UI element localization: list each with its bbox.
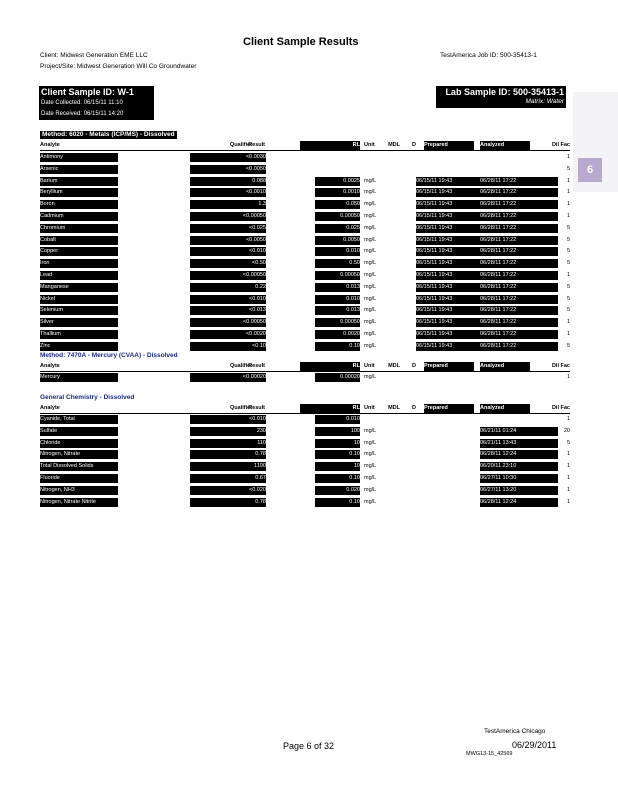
section-tab[interactable]: 6	[578, 158, 602, 182]
analyte-cell: Nitrogen, NH3	[40, 486, 118, 495]
result-cell: 0.78	[190, 498, 266, 507]
footer-company: TestAmerica Chicago	[484, 728, 546, 735]
rl-cell: 0.00050	[315, 318, 360, 327]
result-cell: 1.3	[190, 200, 266, 209]
dil-fac-cell: 1	[566, 154, 570, 160]
column-header-analyte: Analyte	[40, 142, 60, 148]
footer-date: 06/29/2011	[512, 740, 557, 750]
result-cell: <0.0030	[190, 153, 266, 162]
dil-fac-cell: 1	[566, 498, 570, 505]
matrix: Matrix: Water	[525, 98, 564, 105]
analyte-cell: Nitrogen, Nitrate	[40, 450, 118, 459]
dil-fac-cell: 1	[566, 451, 570, 458]
section-title-general-chemistry: General Chemistry - Dissolved	[40, 394, 135, 401]
analyzed-cell: 06/28/11 17:22	[480, 318, 558, 327]
sample-info-block	[39, 86, 154, 120]
date-received: Date Received: 06/15/11 14:20	[41, 111, 124, 117]
analyzed-cell: 06/28/11 17:22	[480, 330, 558, 339]
table-row	[40, 165, 570, 174]
unit-cell: mg/L	[364, 475, 377, 481]
table-row	[40, 342, 570, 351]
dil-fac-cell: 1	[566, 213, 570, 219]
analyte-cell: Thallium	[40, 330, 118, 339]
analyte-cell: Arsenic	[40, 165, 118, 174]
unit-cell: mg/L	[364, 224, 377, 231]
lab-sample-id: Lab Sample ID: 500-35413-1	[445, 87, 564, 97]
column-header-result: Result	[248, 142, 265, 148]
rl-cell: 0.10	[315, 450, 360, 459]
column-header-mercury	[40, 362, 570, 371]
rl-cell: 100	[315, 427, 360, 436]
analyte-cell: Nitrogen, Nitrate Nitrite	[40, 498, 118, 507]
unit-cell: mg/L	[364, 342, 377, 349]
table-row	[40, 486, 570, 495]
result-cell: <0.00050	[190, 212, 266, 221]
header-rule	[40, 371, 570, 372]
result-cell: <0.10	[190, 342, 266, 351]
unit-cell: mg/L	[364, 213, 377, 219]
dil-fac-cell: 1	[566, 416, 570, 422]
analyte-cell: Cobalt	[40, 236, 118, 245]
prepared-cell: 06/15/11 19:43	[416, 283, 480, 292]
column-header-unit: Unit	[364, 142, 375, 148]
table-row	[40, 271, 570, 280]
result-cell: <0.00050	[190, 271, 266, 280]
unit-cell: mg/L	[364, 272, 377, 278]
unit-cell: mg/L	[364, 295, 377, 302]
column-header-metals	[40, 141, 570, 150]
column-header-d: D	[412, 142, 416, 148]
column-header-qualifier: Qualifier	[230, 363, 253, 369]
analyzed-cell: 06/27/11 10:30	[480, 474, 558, 483]
table-row	[40, 450, 570, 459]
unit-cell: mg/L	[364, 189, 377, 196]
column-header-unit: Unit	[364, 405, 375, 411]
column-header-general-chemistry	[40, 404, 570, 413]
analyte-cell: Beryllium	[40, 188, 118, 197]
table-row	[40, 439, 570, 448]
job-id: TestAmerica Job ID: 500-35413-1	[440, 52, 537, 59]
analyte-cell: Nickel	[40, 295, 118, 304]
dil-fac-cell: 1	[566, 331, 570, 337]
analyte-cell: Boron	[40, 200, 118, 209]
analyzed-cell: 06/28/11 17:22	[480, 236, 558, 245]
prepared-cell: 06/15/11 19:43	[416, 271, 480, 280]
rl-cell: 0.00050	[315, 212, 360, 221]
section-title-mercury: Method: 7470A - Mercury (CVAA) - Dissolved	[40, 352, 178, 359]
column-header-prepared: Prepared	[424, 141, 474, 150]
dil-fac-cell: 1	[566, 319, 570, 326]
analyzed-cell: 06/28/11 17:22	[480, 342, 558, 351]
table-row	[40, 318, 570, 327]
result-cell: 0.088	[190, 177, 266, 186]
dil-fac-cell: 1	[566, 374, 570, 380]
bates-stamp: MWG13-15_42569	[466, 751, 513, 757]
column-header-result: Result	[248, 405, 265, 411]
column-header-qualifier: Qualifier	[230, 405, 253, 411]
table-row	[40, 330, 570, 339]
unit-cell: mg/L	[364, 427, 377, 434]
dil-fac-cell: 5	[566, 342, 570, 349]
table-row	[40, 306, 570, 315]
analyzed-cell: 06/28/11 17:22	[480, 283, 558, 292]
prepared-cell: 06/15/11 19:43	[416, 259, 480, 268]
unit-cell: mg/L	[364, 307, 377, 314]
page-number: Page 6 of 32	[283, 741, 335, 751]
prepared-cell: 06/15/11 19:43	[416, 330, 480, 339]
analyzed-cell: 06/28/11 17:22	[480, 247, 558, 256]
rl-cell: 0.010	[315, 247, 360, 256]
result-cell: <0.0010	[190, 188, 266, 197]
unit-cell: mg/L	[364, 319, 377, 326]
dil-fac-cell: 5	[566, 307, 570, 314]
table-row	[40, 247, 570, 256]
result-cell: <0.010	[190, 415, 266, 424]
column-header-dil: Dil Fac	[551, 363, 570, 369]
result-cell: <0.0020	[190, 330, 266, 339]
column-header-analyte: Analyte	[40, 363, 60, 369]
table-row	[40, 427, 570, 436]
rl-cell: 0.10	[315, 498, 360, 507]
table-row	[40, 462, 570, 471]
column-header-dil: Dil Fac	[551, 142, 570, 148]
dil-fac-cell: 1	[566, 475, 570, 481]
analyzed-cell: 06/28/11 17:22	[480, 200, 558, 209]
rl-cell: 0.050	[315, 200, 360, 209]
unit-cell: mg/L	[364, 331, 377, 337]
header-rule	[40, 150, 570, 151]
analyzed-cell: 06/21/11 13:43	[480, 439, 558, 448]
dil-fac-cell: 5	[566, 236, 570, 243]
analyte-cell: Silver	[40, 318, 118, 327]
client-sample-id: Client Sample ID: W-1	[41, 87, 134, 97]
project-line: Project/Site: Midwest Generation Will Co Groundwater	[40, 63, 197, 70]
table-row	[40, 373, 570, 382]
lab-info-block	[436, 86, 566, 108]
prepared-cell: 06/15/11 19:43	[416, 236, 480, 245]
column-header-mdl: MDL	[388, 363, 400, 369]
analyzed-cell: 06/28/11 12:24	[480, 498, 558, 507]
rl-cell: 0.0025	[315, 177, 360, 186]
rl-cell: 0.010	[315, 295, 360, 304]
column-header-prepared: Prepared	[424, 404, 474, 413]
prepared-cell: 06/15/11 19:43	[416, 318, 480, 327]
analyzed-cell: 06/28/11 17:22	[480, 224, 558, 233]
analyte-cell: Iron	[40, 259, 118, 268]
table-row	[40, 474, 570, 483]
unit-cell: mg/L	[364, 463, 377, 470]
rl-cell: 0.0050	[315, 236, 360, 245]
unit-cell: mg/L	[364, 260, 377, 267]
dil-fac-cell: 5	[566, 224, 570, 231]
rl-cell: 0.020	[315, 486, 360, 495]
column-header-prepared: Prepared	[424, 362, 474, 371]
analyte-cell: Lead	[40, 271, 118, 280]
result-cell: <0.025	[190, 224, 266, 233]
result-cell: 1100	[190, 462, 266, 471]
column-header-d: D	[412, 363, 416, 369]
column-header-d: D	[412, 405, 416, 411]
column-header-analyzed: Analyzed	[480, 141, 530, 150]
column-header-rl: RL	[300, 141, 360, 150]
header-rule	[40, 413, 570, 414]
analyzed-cell: 06/28/11 17:22	[480, 295, 558, 304]
prepared-cell: 06/15/11 19:43	[416, 212, 480, 221]
table-row	[40, 283, 570, 292]
analyzed-cell: 06/28/11 17:22	[480, 271, 558, 280]
rl-cell: 0.0010	[315, 188, 360, 197]
date-collected: Date Collected: 06/15/11 11:10	[41, 100, 123, 106]
column-header-unit: Unit	[364, 363, 375, 369]
unit-cell: mg/L	[364, 236, 377, 243]
analyte-cell: Chloride	[40, 439, 118, 448]
analyte-cell: Sulfate	[40, 427, 118, 436]
prepared-cell: 06/15/11 19:43	[416, 306, 480, 315]
rl-cell: 0.025	[315, 224, 360, 233]
analyte-cell: Cyanide, Total	[40, 415, 118, 424]
rl-cell: 0.010	[315, 415, 360, 424]
rl-cell: 10	[315, 462, 360, 471]
dil-fac-cell: 5	[566, 260, 570, 267]
dil-fac-cell: 1	[566, 201, 570, 208]
analyte-cell: Selenium	[40, 306, 118, 315]
unit-cell: mg/L	[364, 451, 377, 458]
rl-cell: 0.10	[315, 342, 360, 351]
column-header-analyzed: Analyzed	[480, 404, 530, 413]
result-cell: 0.78	[190, 450, 266, 459]
unit-cell: mg/L	[364, 177, 377, 184]
dil-fac-cell: 5	[566, 283, 570, 290]
rl-cell: 0.10	[315, 474, 360, 483]
analyte-cell: Antimony	[40, 153, 118, 162]
result-cell: 230	[190, 427, 266, 436]
dil-fac-cell: 1	[566, 272, 570, 278]
table-row	[40, 153, 570, 162]
rl-cell: 0.00050	[315, 271, 360, 280]
table-row	[40, 188, 570, 197]
analyte-cell: Fluoride	[40, 474, 118, 483]
rl-cell: 0.013	[315, 283, 360, 292]
analyzed-cell: 06/28/11 17:22	[480, 259, 558, 268]
table-row	[40, 236, 570, 245]
analyte-cell: Zinc	[40, 342, 118, 351]
result-cell: 0.67	[190, 474, 266, 483]
unit-cell: mg/L	[364, 283, 377, 290]
prepared-cell: 06/15/11 19:43	[416, 342, 480, 351]
result-cell: <0.00050	[190, 318, 266, 327]
column-header-result: Result	[248, 363, 265, 369]
table-row	[40, 224, 570, 233]
dil-fac-cell: 5	[566, 295, 570, 302]
table-row	[40, 498, 570, 507]
column-header-qualifier: Qualifier	[230, 142, 253, 148]
dil-fac-cell: 5	[566, 439, 570, 446]
analyzed-cell: 06/28/11 17:22	[480, 212, 558, 221]
dil-fac-cell: 1	[566, 177, 570, 184]
analyzed-cell: 06/21/11 01:24	[480, 427, 558, 436]
rl-cell: 0.00020	[315, 373, 360, 382]
section-title-metals: Method: 6020 - Metals (ICP/MS) - Dissolved	[42, 131, 175, 138]
prepared-cell: 06/15/11 19:43	[416, 200, 480, 209]
column-header-rl: RL	[300, 362, 360, 371]
table-row	[40, 212, 570, 221]
unit-cell: mg/L	[364, 486, 377, 493]
column-header-mdl: MDL	[388, 142, 400, 148]
column-header-rl: RL	[300, 404, 360, 413]
column-header-mdl: MDL	[388, 405, 400, 411]
result-cell: 0.22	[190, 283, 266, 292]
result-cell: <0.020	[190, 486, 266, 495]
table-row	[40, 177, 570, 186]
client-line: Client: Midwest Generation EME LLC	[40, 52, 148, 59]
analyzed-cell: 06/28/11 17:22	[480, 306, 558, 315]
rl-cell: 10	[315, 439, 360, 448]
prepared-cell: 06/15/11 19:43	[416, 247, 480, 256]
analyzed-cell: 06/27/11 13:20	[480, 486, 558, 495]
prepared-cell: 06/15/11 19:43	[416, 295, 480, 304]
analyte-cell: Cadmium	[40, 212, 118, 221]
prepared-cell: 06/15/11 19:43	[416, 224, 480, 233]
analyte-cell: Barium	[40, 177, 118, 186]
prepared-cell: 06/15/11 19:43	[416, 188, 480, 197]
result-cell: <0.0050	[190, 165, 266, 174]
analyte-cell: Chromium	[40, 224, 118, 233]
rl-cell: 0.0020	[315, 330, 360, 339]
column-header-analyzed: Analyzed	[480, 362, 530, 371]
dil-fac-cell: 20	[563, 427, 570, 434]
rl-cell: 0.013	[315, 306, 360, 315]
dil-fac-cell: 1	[566, 486, 570, 493]
dil-fac-cell: 5	[566, 248, 570, 255]
unit-cell: mg/L	[364, 439, 377, 446]
analyzed-cell: 06/28/11 17:22	[480, 177, 558, 186]
unit-cell: mg/L	[364, 248, 377, 255]
result-cell: <0.00020	[190, 373, 266, 382]
result-cell: <0.010	[190, 295, 266, 304]
unit-cell: mg/L	[364, 374, 377, 380]
unit-cell: mg/L	[364, 498, 377, 505]
prepared-cell: 06/15/11 19:43	[416, 177, 480, 186]
analyzed-cell: 06/20/11 23:10	[480, 462, 558, 471]
analyte-cell: Copper	[40, 247, 118, 256]
rl-cell: 0.50	[315, 259, 360, 268]
analyzed-cell: 06/28/11 17:22	[480, 188, 558, 197]
table-row	[40, 259, 570, 268]
table-row	[40, 200, 570, 209]
column-header-dil: Dil Fac	[551, 405, 570, 411]
dil-fac-cell: 5	[566, 165, 570, 172]
result-cell: <0.0050	[190, 236, 266, 245]
analyte-cell: Total Dissolved Solids	[40, 462, 118, 471]
unit-cell: mg/L	[364, 201, 377, 208]
analyte-cell: Mercury	[40, 373, 118, 382]
dil-fac-cell: 1	[566, 189, 570, 196]
page-title: Client Sample Results	[243, 36, 359, 48]
result-cell: <0.010	[190, 247, 266, 256]
column-header-analyte: Analyte	[40, 405, 60, 411]
table-row	[40, 415, 570, 424]
analyte-cell: Manganese	[40, 283, 118, 292]
table-row	[40, 295, 570, 304]
result-cell: 110	[190, 439, 266, 448]
result-cell: <0.013	[190, 306, 266, 315]
analyzed-cell: 06/28/11 12:24	[480, 450, 558, 459]
dil-fac-cell: 1	[566, 463, 570, 470]
result-cell: <0.50	[190, 259, 266, 268]
